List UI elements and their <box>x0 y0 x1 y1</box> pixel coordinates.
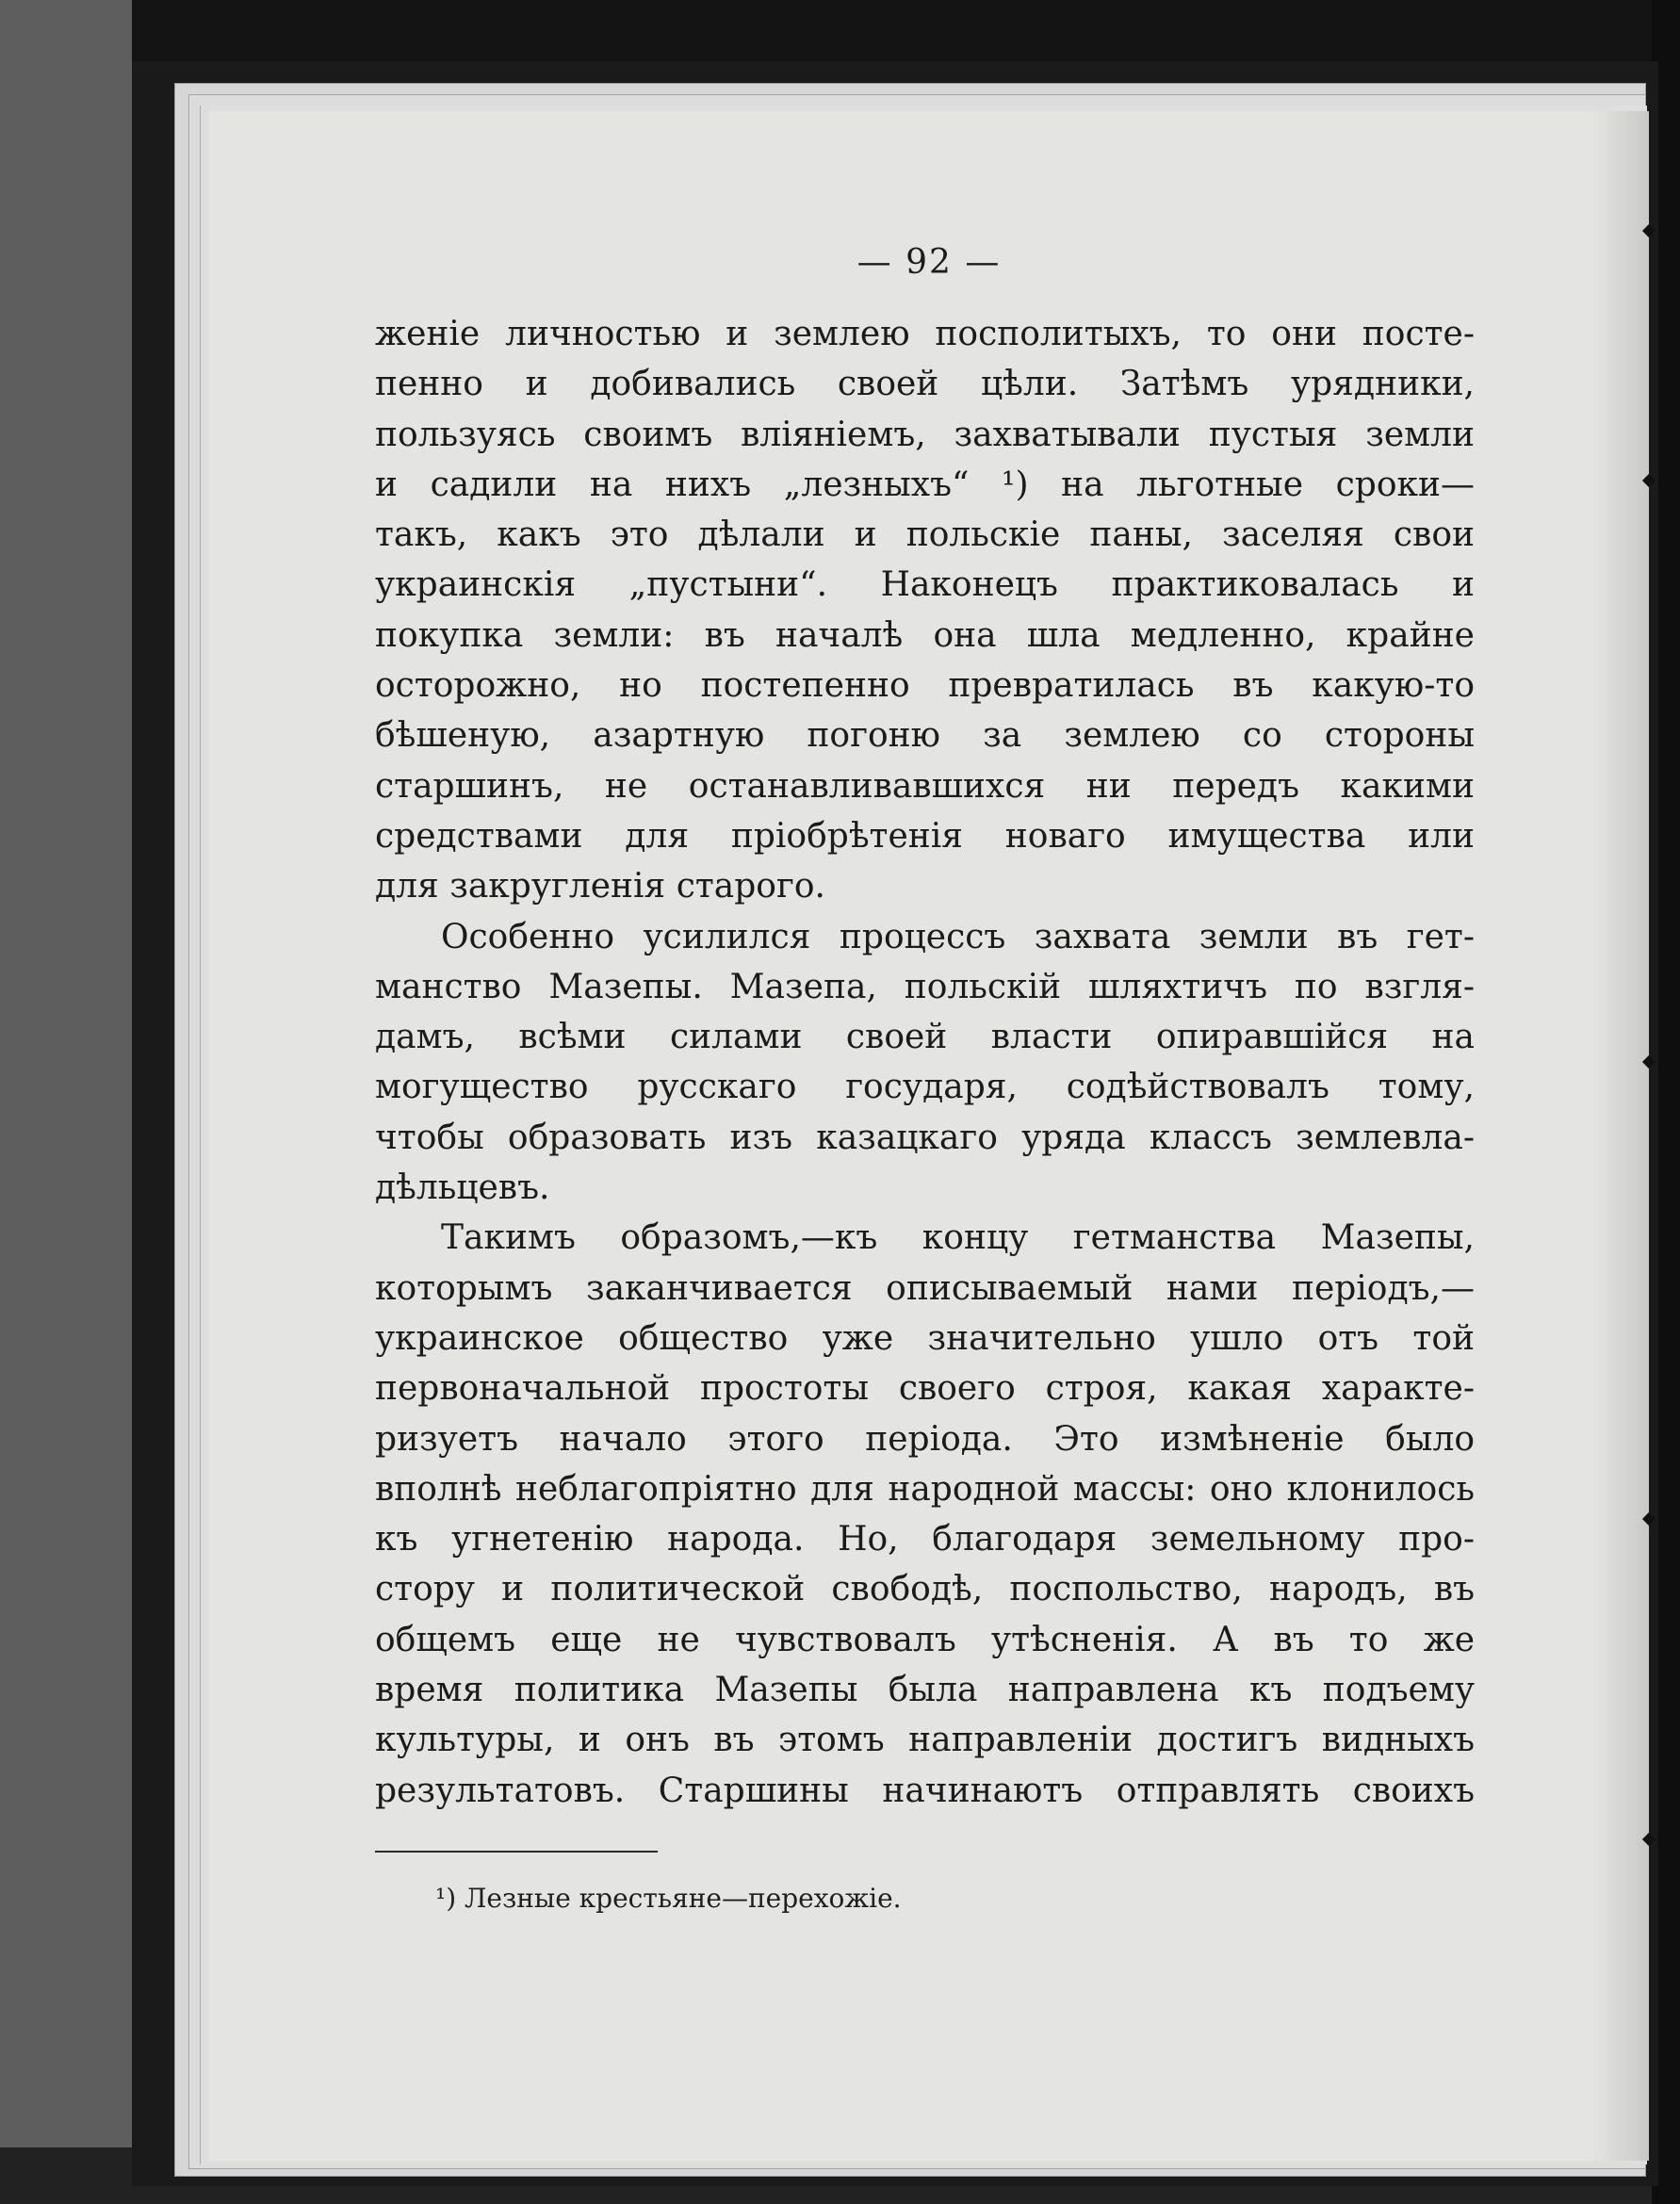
text-line: Такимъ образомъ,—къ концу гетманства Мазепы, <box>441 1218 1475 1258</box>
text-line: бѣшеную, азартную погоню за землею со стороны <box>375 716 1475 756</box>
text-line: пенно и добивались своей цѣли. Затѣмъ урядники, <box>375 365 1475 404</box>
page-number: — 92 — <box>856 243 1002 282</box>
text-line: и садили на нихъ „лезныхъ“ ¹) на льготные сроки— <box>375 465 1475 504</box>
spine-shadow <box>1592 111 1649 2161</box>
text-line: дамъ, всѣми силами своей власти опиравшійся на <box>375 1018 1475 1057</box>
text-line: къ угнетенію народа. Но, благодаря земельному про- <box>375 1520 1475 1559</box>
footnote-rule <box>375 1851 658 1853</box>
text-line: пользуясь своимъ вліяніемъ, захватывали пустыя земли <box>375 415 1475 454</box>
body-text <box>375 309 1475 1816</box>
text-line: чтобы образовать изъ казацкаго уряда классъ землевла- <box>375 1118 1475 1157</box>
text-line: которымъ заканчивается описываемый нами періодъ,— <box>375 1268 1475 1308</box>
footnote: ¹) Лезные крестьяне—перехожіе. <box>435 1883 902 1914</box>
text-line: культуры, и онъ въ этомъ направленіи достигъ видныхъ <box>375 1721 1475 1760</box>
text-line: Особенно усилился процессъ захвата земли въ гет- <box>441 917 1475 956</box>
text-line: ризуетъ начало этого періода. Это измѣненіе было <box>375 1419 1475 1459</box>
text-line: средствами для пріобрѣтенія новаго имущества или <box>375 816 1475 856</box>
text-line: дѣльцевъ. <box>375 1168 550 1208</box>
text-line: манство Мазепы. Мазепа, польскій шляхтичъ по взгля- <box>375 967 1475 1006</box>
text-line: старшинъ, не останавливавшихся ни передъ какими <box>375 766 1475 806</box>
text-line: такъ, какъ это дѣлали и польскіе паны, заселяя свои <box>375 515 1475 555</box>
text-line: время политика Мазепы была направлена къ подъему <box>375 1671 1475 1710</box>
book-page <box>209 111 1649 2161</box>
text-line: осторожно, но постепенно превратилась въ какую-то <box>375 666 1475 706</box>
text-line: могущество русскаго государя, содѣйствовалъ тому, <box>375 1068 1475 1107</box>
text-line: стору и политической свободѣ, поспольство, народъ, въ <box>375 1570 1475 1609</box>
text-line: первоначальной простоты своего строя, какая характе- <box>375 1369 1475 1409</box>
text-line: женіе личностью и землею посполитыхъ, то они посте- <box>375 315 1475 353</box>
text-line: вполнѣ неблагопріятно для народной массы: оно клонилось <box>375 1469 1475 1509</box>
text-line: украинское общество уже значительно ушло отъ той <box>375 1318 1475 1358</box>
scan-background-left <box>0 0 132 2204</box>
text-line: украинскія „пустыни“. Наконецъ практиковалась и <box>375 565 1475 605</box>
text-line: результатовъ. Старшины начинаютъ отправлять своихъ <box>375 1771 1475 1810</box>
text-line: для закругленія старого. <box>375 867 825 906</box>
text-line: общемъ еще не чувствовалъ утѣсненія. А въ то же <box>375 1620 1475 1659</box>
text-line: покупка земли: въ началѣ она шла медленно, крайне <box>375 615 1475 655</box>
